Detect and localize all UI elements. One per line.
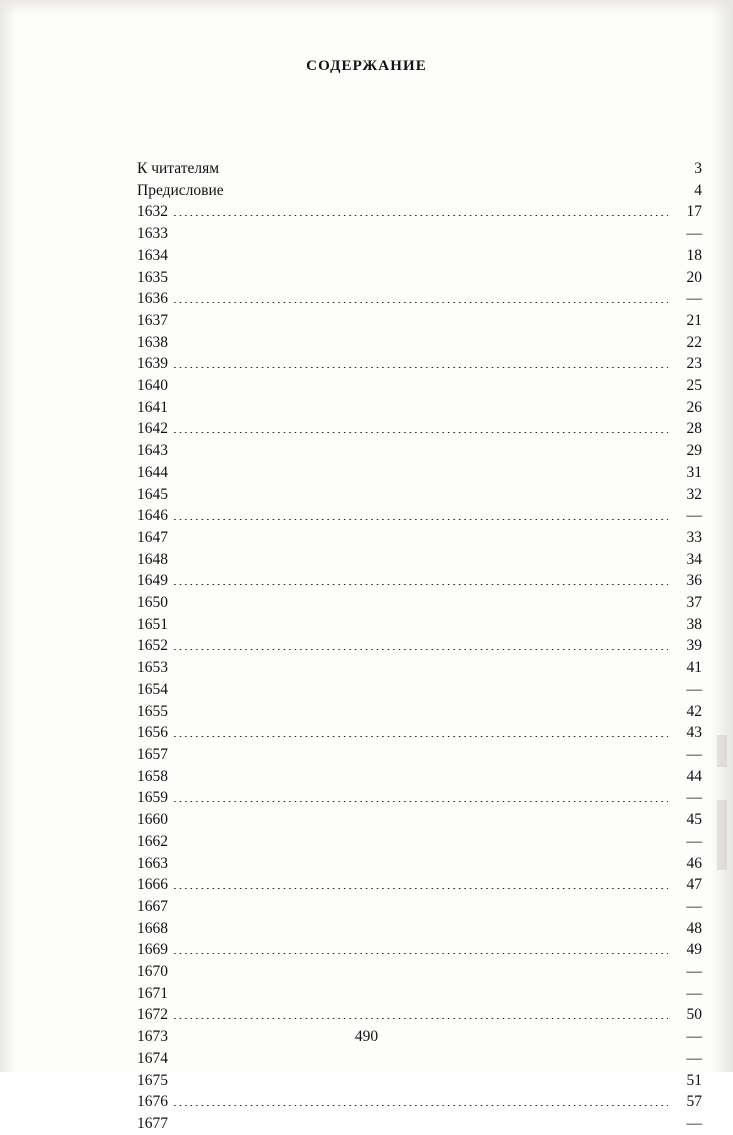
toc-entry[interactable]	[137, 332, 702, 354]
toc-entry-label: 1642	[137, 420, 168, 438]
toc-leader-dots	[224, 172, 668, 173]
toc-entry-label: 1643	[137, 442, 168, 460]
toc-leader-dots	[173, 823, 668, 824]
toc-entry-label: К читателям	[137, 160, 220, 177]
toc-leader-dots	[173, 1127, 668, 1128]
toc-leader-dots	[173, 563, 668, 564]
toc-entry[interactable]	[137, 158, 702, 180]
toc-entry[interactable]	[137, 701, 702, 723]
toc-entry-page: —	[686, 789, 702, 807]
toc-entry-label: 1676	[137, 1093, 168, 1111]
toc-entry[interactable]	[137, 527, 702, 549]
toc-leader-dots	[173, 606, 668, 607]
toc-entry-page: 41	[686, 659, 702, 677]
scan-artifact	[717, 735, 727, 767]
toc-entry-page: —	[686, 225, 702, 243]
toc-entry[interactable]	[137, 180, 702, 202]
toc-entry[interactable]	[137, 831, 702, 853]
toc-entry-page: 45	[686, 811, 702, 829]
toc-entry-page: —	[686, 290, 702, 308]
toc-leader-dots	[173, 281, 668, 282]
toc-entry-label: 1650	[137, 594, 168, 612]
toc-entry-page: 44	[686, 767, 702, 785]
toc-entry-label: 1646	[137, 507, 168, 525]
toc-leader-dots	[173, 975, 668, 976]
toc-entry-label: 1655	[137, 702, 168, 720]
toc-entry-page: 29	[686, 442, 702, 460]
toc-leader-dots	[173, 736, 668, 737]
toc-entry-label: 1647	[137, 528, 168, 546]
toc-leader-dots	[173, 302, 668, 303]
toc-entry[interactable]	[137, 570, 702, 592]
toc-entry-label: 1632	[137, 203, 168, 221]
toc-entry-page: 46	[686, 854, 702, 872]
toc-leader-dots	[173, 259, 668, 260]
toc-entry-label: 1653	[137, 659, 168, 677]
toc-leader-dots	[173, 801, 668, 802]
toc-entry-label: 1641	[137, 398, 168, 416]
toc-leader-dots	[173, 584, 668, 585]
toc-entry[interactable]	[137, 1091, 702, 1113]
toc-entry-label: 1668	[137, 919, 168, 937]
toc-entry-page: 50	[686, 1006, 702, 1024]
toc-entry-page: 33	[686, 528, 702, 546]
toc-entry[interactable]	[137, 809, 702, 831]
toc-entry-page: —	[686, 897, 702, 915]
toc-entry-page: 49	[686, 941, 702, 959]
toc-entry-page: 57	[686, 1093, 702, 1111]
toc-entry-label: 1677	[137, 1114, 168, 1132]
toc-entry-page: 39	[686, 637, 702, 655]
page-edge-shadow-left	[0, 0, 16, 1072]
toc-entry-label: 1674	[137, 1049, 168, 1067]
toc-leader-dots	[173, 1084, 668, 1085]
toc-entry-label: 1639	[137, 355, 168, 373]
toc-entry-page: —	[686, 832, 702, 850]
toc-entry-page: 17	[686, 203, 702, 221]
toc-entry[interactable]	[137, 267, 702, 289]
toc-entry-label: 1636	[137, 290, 168, 308]
toc-leader-dots	[173, 519, 668, 520]
toc-entry[interactable]	[137, 505, 702, 527]
toc-leader-dots	[173, 715, 668, 716]
toc-entry-page: —	[686, 745, 702, 763]
toc-leader-dots	[173, 758, 668, 759]
toc-entry[interactable]	[137, 353, 702, 375]
toc-entry[interactable]	[137, 635, 702, 657]
toc-entry[interactable]	[137, 1004, 702, 1026]
toc-entry-label: 1654	[137, 680, 168, 698]
toc-entry-label: 1648	[137, 550, 168, 568]
toc-entry-page: 3	[694, 160, 702, 177]
toc-entry[interactable]	[137, 766, 702, 788]
toc-leader-dots	[173, 498, 668, 499]
toc-leader-dots	[173, 888, 668, 889]
toc-leader-dots	[173, 411, 668, 412]
toc-entry[interactable]	[137, 310, 702, 332]
toc-entry-label: 1635	[137, 268, 168, 286]
toc-entry-label: 1666	[137, 876, 168, 894]
toc-entry-label: 1656	[137, 724, 168, 742]
toc-entry-label: 1658	[137, 767, 168, 785]
toc-entry[interactable]	[137, 288, 702, 310]
toc-entry-page: 37	[686, 594, 702, 612]
toc-leader-dots	[173, 324, 668, 325]
toc-entry[interactable]	[137, 484, 702, 506]
toc-entry-label: 1671	[137, 984, 168, 1002]
toc-entry-page: —	[686, 507, 702, 525]
toc-entry-label: 1675	[137, 1071, 168, 1089]
toc-entry-page: 21	[686, 311, 702, 329]
toc-entry[interactable]	[137, 245, 702, 267]
toc-entry-page: 42	[686, 702, 702, 720]
toc-entry-page: 20	[686, 268, 702, 286]
toc-entry-label: 1649	[137, 572, 168, 590]
toc-entry-page: 18	[686, 246, 702, 264]
toc-entry-label: 1651	[137, 615, 168, 633]
toc-entry-label: 1662	[137, 832, 168, 850]
toc-entry-page: 43	[686, 724, 702, 742]
toc-leader-dots	[173, 953, 668, 954]
page-edge-shadow-top	[0, 0, 733, 14]
toc-entry-label: 1652	[137, 637, 168, 655]
toc-leader-dots	[173, 541, 668, 542]
toc-leader-dots	[173, 389, 668, 390]
toc-entry-page: 31	[686, 463, 702, 481]
toc-entry-page: 25	[686, 377, 702, 395]
toc-entry[interactable]	[137, 375, 702, 397]
toc-entry[interactable]	[137, 1048, 702, 1070]
toc-leader-dots	[173, 845, 668, 846]
toc-entry-label: 1657	[137, 745, 168, 763]
toc-entry-label: 1659	[137, 789, 168, 807]
toc-entry-page: 48	[686, 919, 702, 937]
toc-leader-dots	[173, 1105, 668, 1106]
toc-leader-dots	[173, 476, 668, 477]
toc-entry-label: 1633	[137, 225, 168, 243]
toc-entry-page: 51	[686, 1071, 702, 1089]
toc-leader-dots	[173, 346, 668, 347]
toc-entry[interactable]	[137, 418, 702, 440]
toc-entry-label: 1673	[137, 1028, 168, 1046]
toc-entry-label: 1669	[137, 941, 168, 959]
toc-leader-dots	[229, 194, 668, 195]
toc-entry[interactable]	[137, 1113, 702, 1135]
toc-entry-page: —	[686, 1028, 702, 1046]
toc-entry[interactable]	[137, 614, 702, 636]
toc-entry-page: 32	[686, 485, 702, 503]
toc-entry-page: 36	[686, 572, 702, 590]
toc-leader-dots	[173, 932, 668, 933]
toc-leader-dots	[173, 454, 668, 455]
toc-entry-page: 34	[686, 550, 702, 568]
toc-entry[interactable]	[137, 679, 702, 701]
toc-entry[interactable]	[137, 918, 702, 940]
toc-entry-label: 1670	[137, 963, 168, 981]
toc-leader-dots	[173, 780, 668, 781]
page-title: СОДЕРЖАНИЕ	[306, 58, 427, 74]
toc-leader-dots	[173, 215, 668, 216]
toc-entry[interactable]	[137, 874, 702, 896]
toc-entry[interactable]	[137, 744, 702, 766]
toc-entry[interactable]	[137, 462, 702, 484]
toc-entry[interactable]	[137, 983, 702, 1005]
toc-entry-label: Предисловие	[137, 181, 224, 199]
toc-entry-page: —	[686, 680, 702, 698]
toc-entry-page: —	[686, 1114, 702, 1132]
toc-entry-label: 1637	[137, 311, 168, 329]
toc-entry-page: —	[686, 984, 702, 1002]
toc-entry[interactable]	[137, 961, 702, 983]
toc-entry-label: 1663	[137, 854, 168, 872]
toc-entry-page: 22	[686, 333, 702, 351]
toc-leader-dots	[173, 628, 668, 629]
toc-leader-dots	[173, 432, 668, 433]
page-number: 490	[354, 1028, 379, 1045]
toc-entry-label: 1667	[137, 897, 168, 915]
toc-entry-page: 38	[686, 615, 702, 633]
toc-entry-page: 23	[686, 355, 702, 373]
toc-entry-page: 4	[694, 181, 702, 199]
toc-leader-dots	[173, 649, 668, 650]
toc-entry[interactable]	[137, 787, 702, 809]
toc-leader-dots	[173, 367, 668, 368]
toc-entry[interactable]	[137, 201, 702, 223]
page-edge-shadow-right	[711, 0, 733, 1072]
toc-leader-dots	[173, 671, 668, 672]
toc-entry-label: 1660	[137, 811, 168, 829]
toc-entry[interactable]	[137, 657, 702, 679]
table-of-contents	[137, 158, 702, 1135]
toc-entry-label: 1634	[137, 246, 168, 264]
toc-entry-page: —	[686, 963, 702, 981]
scan-artifact	[717, 800, 727, 870]
toc-entry[interactable]	[137, 939, 702, 961]
toc-entry-label: 1672	[137, 1006, 168, 1024]
toc-entry-label: 1638	[137, 333, 168, 351]
toc-entry[interactable]	[137, 397, 702, 419]
toc-leader-dots	[173, 997, 668, 998]
toc-entry[interactable]	[137, 722, 702, 744]
toc-entry-page: 28	[686, 420, 702, 438]
toc-leader-dots	[173, 1018, 668, 1019]
toc-leader-dots	[173, 237, 668, 238]
toc-leader-dots	[173, 867, 668, 868]
toc-entry-label: 1640	[137, 377, 168, 395]
toc-leader-dots	[173, 693, 668, 694]
toc-entry[interactable]	[137, 592, 702, 614]
toc-entry-page: 26	[686, 398, 702, 416]
toc-entry-label: 1645	[137, 485, 168, 503]
toc-leader-dots	[173, 1062, 668, 1063]
toc-entry[interactable]	[137, 853, 702, 875]
toc-entry-page: —	[686, 1049, 702, 1067]
toc-entry[interactable]	[137, 223, 702, 245]
toc-entry[interactable]	[137, 896, 702, 918]
toc-entry[interactable]	[137, 1070, 702, 1092]
toc-leader-dots	[173, 910, 668, 911]
toc-entry[interactable]	[137, 440, 702, 462]
toc-entry[interactable]	[137, 549, 702, 571]
toc-entry-label: 1644	[137, 463, 168, 481]
toc-entry-page: 47	[686, 876, 702, 894]
